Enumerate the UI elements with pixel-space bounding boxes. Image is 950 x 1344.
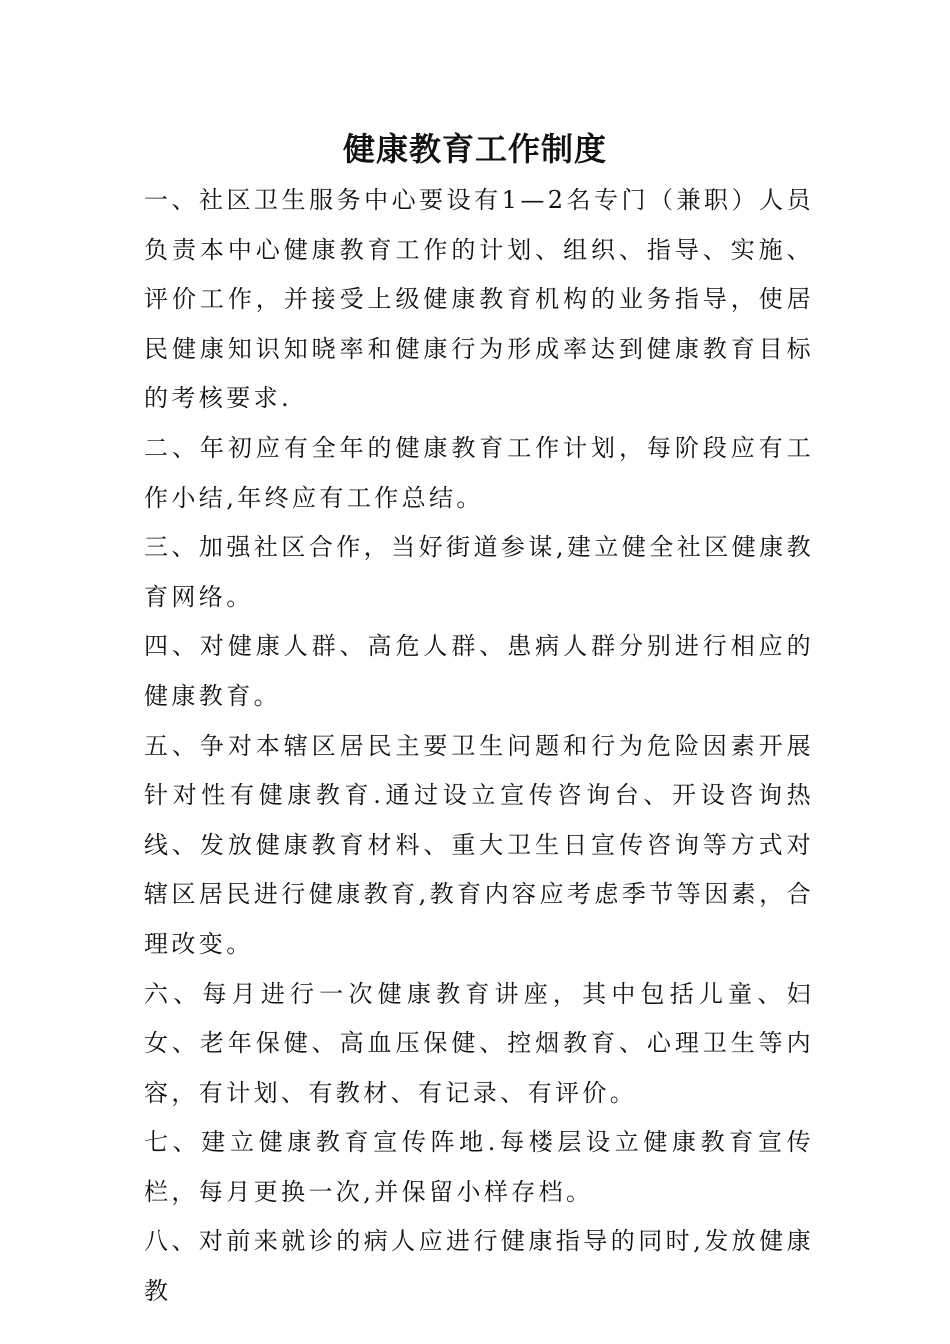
paragraph-4: 四、对健康人群、高危人群、患病人群分别进行相应的健康教育。 <box>144 632 814 710</box>
paragraph-5: 五、争对本辖区居民主要卫生问题和行为危险因素开展针对性有健康教育.通过设立宣传咨询台、开设咨询热线、发放健康教育材料、重大卫生日宣传咨询等方式对辖区居民进行健康教育,教育内容应考虑季节等因素，合理改变。 <box>144 731 814 958</box>
paragraph-3: 三、加强社区合作，当好街道参谋,建立健全社区健康教育网络。 <box>144 533 814 611</box>
paragraph-2: 二、年初应有全年的健康教育工作计划，每阶段应有工作小结,年终应有工作总结。 <box>144 433 814 512</box>
paragraph-8: 八、对前来就诊的病人应进行健康指导的同时,发放健康教 <box>144 1227 814 1306</box>
document-body <box>144 176 814 1317</box>
paragraph-1: 一、社区卫生服务中心要设有1—2名专门（兼职）人员负责本中心健康教育工作的计划、组织、指导、实施、评价工作，并接受上级健康教育机构的业务指导，使居民健康知识知晓率和健康行为形成率达到健康教育目标的考核要求. <box>144 186 814 413</box>
paragraph-7: 七、建立健康教育宣传阵地.每楼层设立健康教育宣传栏，每月更换一次,并保留小样存档。 <box>144 1128 814 1206</box>
paragraph-6: 六、每月进行一次健康教育讲座，其中包括儿童、妇女、老年保健、高血压保健、控烟教育、心理卫生等内容，有计划、有教材、有记录、有评价。 <box>144 979 814 1107</box>
document-title: 健康教育工作制度 <box>342 130 607 168</box>
